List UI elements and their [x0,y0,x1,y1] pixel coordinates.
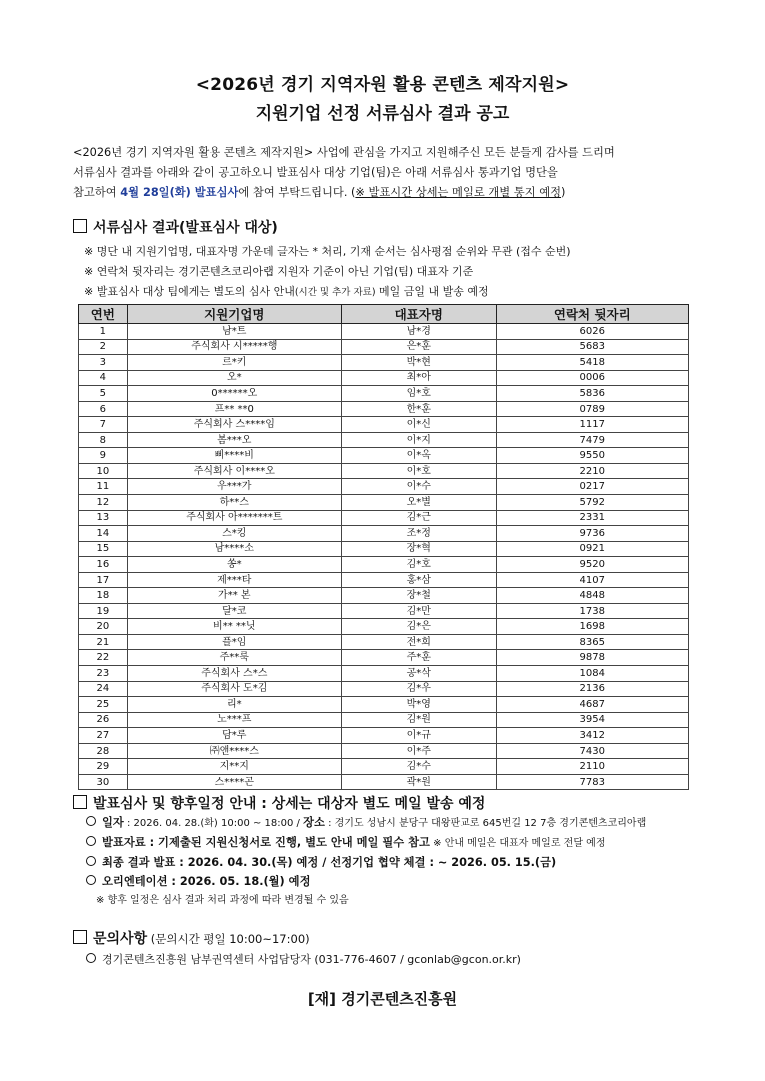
cell-representative: 박*현 [341,355,496,371]
cell-representative: 김*은 [341,619,496,635]
table-row [79,417,689,433]
footer-organization: [재] 경기콘텐츠진흥원 [307,990,458,1008]
table-row [79,324,689,340]
circle-bullet-icon [86,953,96,963]
cell-company: 리* [127,697,341,713]
results-table [78,304,689,790]
cell-phone: 1698 [496,619,688,635]
cell-number: 8 [79,432,128,448]
cell-number: 1 [79,324,128,340]
cell-company: 르*키 [127,355,341,371]
table-row [79,603,689,619]
section1-title-text: 서류심사 결과(발표심사 대상) [93,220,278,236]
cell-phone: 9520 [496,557,688,573]
cell-phone: 8365 [496,634,688,650]
schedule-materials-item [86,834,605,850]
table-body [79,324,689,790]
cell-company: 가** 본 [127,588,341,604]
cell-company: 스****곤 [127,774,341,790]
table-row [79,541,689,557]
section2-title [73,793,485,813]
cell-company: 플*임 [127,634,341,650]
cell-representative: 김*수 [341,759,496,775]
cell-phone: 1084 [496,666,688,682]
table-row [79,495,689,511]
cell-representative: 한*훈 [341,401,496,417]
cell-phone: 3412 [496,728,688,744]
cell-representative: 장*철 [341,588,496,604]
header-company: 지원기업명 [127,305,341,324]
intro-line3-c: ) [561,186,566,199]
cell-phone: 2331 [496,510,688,526]
cell-representative: 김*원 [341,712,496,728]
title-line2: 지원기업 선정 서류심사 결과 공고 [255,104,510,124]
header-representative: 대표자명 [341,305,496,324]
cell-number: 25 [79,697,128,713]
cell-number: 12 [79,495,128,511]
cell-phone: 9878 [496,650,688,666]
cell-company: 남****소 [127,541,341,557]
table-row [79,650,689,666]
contact-item [86,951,521,967]
section3-title-note: (문의시간 평일 10:00~17:00) [147,932,310,946]
cell-number: 10 [79,463,128,479]
intro-highlight: 4월 28일(화) 발표심사 [120,186,239,199]
schedule-final-item [86,854,556,870]
cell-phone: 1117 [496,417,688,433]
cell-number: 19 [79,603,128,619]
header-phone: 연락처 뒷자리 [496,305,688,324]
cell-representative: 주*훈 [341,650,496,666]
table-row [79,666,689,682]
cell-number: 11 [79,479,128,495]
cell-company: 비** **닛 [127,619,341,635]
cell-representative: 이*수 [341,479,496,495]
schedule-date-item [86,814,646,830]
cell-number: 2 [79,339,128,355]
cell-company: 삐****비 [127,448,341,464]
cell-phone: 0789 [496,401,688,417]
cell-phone: 5792 [496,495,688,511]
cell-representative: 이*지 [341,432,496,448]
intro-line2: 서류심사 결과를 아래와 같이 공고하오니 발표심사 대상 기업(팀)은 아래 서류심사 통과기업 명단을 [73,166,558,179]
table-row [79,432,689,448]
cell-company: 제***타 [127,572,341,588]
schedule-change-note: ※ 향후 일정은 심사 결과 처리 과정에 따라 변경될 수 있음 [96,895,349,906]
place-label: 장소 [303,816,325,829]
cell-representative: 김*호 [341,557,496,573]
cell-company: 지**지 [127,759,341,775]
cell-company: 주식회사 아*******트 [127,510,341,526]
checkbox-square-icon [73,795,87,809]
table-row [79,448,689,464]
table-row [79,681,689,697]
intro-line3 [73,183,698,203]
circle-bullet-icon [86,816,96,826]
cell-representative: 공*삭 [341,666,496,682]
cell-representative: 장*혁 [341,541,496,557]
cell-company: 달*코 [127,603,341,619]
cell-phone: 1738 [496,603,688,619]
intro-underline-note: ※ 발표시간 상세는 메일로 개별 통지 예정 [355,186,562,199]
section3-title [73,928,310,948]
cell-representative: 조*정 [341,526,496,542]
cell-company: 프** **0 [127,401,341,417]
cell-representative: 김*만 [341,603,496,619]
section1-note3 [84,283,489,299]
place-value: : 경기도 성남시 분당구 대왕판교로 645번길 12 7층 경기콘텐츠코리아랩 [324,818,647,829]
table-row [79,355,689,371]
section3-title-text: 문의사항 [93,931,148,947]
cell-number: 22 [79,650,128,666]
cell-phone: 5836 [496,386,688,402]
table-row [79,759,689,775]
cell-representative: 이*신 [341,417,496,433]
cell-company: 0******오 [127,386,341,402]
final-text: 최종 결과 발표 : 2026. 04. 30.(목) 예정 / 선정기업 협약 체결 : ~ 2026. 05. 15.(금) [102,856,557,869]
cell-representative: 이*주 [341,743,496,759]
date-label: 일자 [102,816,124,829]
table-row [79,557,689,573]
cell-representative: 곽*원 [341,774,496,790]
section1-title [73,217,278,237]
table-row [79,634,689,650]
table-row [79,572,689,588]
cell-phone: 0921 [496,541,688,557]
circle-bullet-icon [86,875,96,885]
cell-representative: 김*우 [341,681,496,697]
cell-company: 주식회사 시*****행 [127,339,341,355]
circle-bullet-icon [86,836,96,846]
cell-number: 17 [79,572,128,588]
table-row [79,697,689,713]
table-row [79,526,689,542]
cell-phone: 0217 [496,479,688,495]
cell-number: 16 [79,557,128,573]
orientation-text: 오리엔테이션 : 2026. 05. 18.(월) 예정 [102,875,311,888]
cell-number: 30 [79,774,128,790]
intro-paragraph [73,143,698,203]
cell-number: 7 [79,417,128,433]
table-header-row [79,305,689,324]
cell-phone: 7430 [496,743,688,759]
cell-number: 23 [79,666,128,682]
cell-representative: 은*훈 [341,339,496,355]
table-row [79,743,689,759]
cell-company: 쏭* [127,557,341,573]
cell-company: 우***가 [127,479,341,495]
checkbox-square-icon [73,930,87,944]
table-row [79,401,689,417]
table-row [79,386,689,402]
cell-company: 오* [127,370,341,386]
cell-number: 9 [79,448,128,464]
intro-line1: <2026년 경기 지역자원 활용 콘텐츠 제작지원> 사업에 관심을 가지고 지원해주신 모든 분들게 감사를 드리며 [73,146,615,159]
cell-phone: 2210 [496,463,688,479]
cell-number: 13 [79,510,128,526]
contact-text: 경기콘텐츠진흥원 남부권역센터 사업담당자 (031-776-4607 / gconlab@gcon.or.kr) [102,953,521,966]
materials-note: ※ 안내 메일은 대표자 메일로 전달 예정 [429,838,606,849]
cell-phone: 2110 [496,759,688,775]
table-row [79,339,689,355]
checkbox-square-icon [73,219,87,233]
cell-representative: 전*희 [341,634,496,650]
cell-phone: 9550 [496,448,688,464]
cell-number: 6 [79,401,128,417]
cell-company: 주식회사 스*스 [127,666,341,682]
cell-number: 20 [79,619,128,635]
cell-phone: 0006 [496,370,688,386]
table-row [79,774,689,790]
section1-note3-b: 메일 금일 내 발송 예정 [375,285,489,298]
intro-line3-a: 참고하여 [73,186,121,199]
cell-phone: 3954 [496,712,688,728]
cell-number: 29 [79,759,128,775]
cell-company: 봄***오 [127,432,341,448]
date-value: : 2026. 04. 28.(화) 10:00 ~ 18:00 / [123,818,304,829]
cell-number: 28 [79,743,128,759]
cell-phone: 7783 [496,774,688,790]
cell-company: 스*킹 [127,526,341,542]
section1-note2: ※ 연락처 뒷자리는 경기콘텐츠코리아랩 지원자 기준이 아닌 기업(팀) 대표자 기준 [84,265,474,278]
cell-number: 15 [79,541,128,557]
cell-number: 26 [79,712,128,728]
table-row [79,510,689,526]
cell-company: 주식회사 도*김 [127,681,341,697]
cell-phone: 4848 [496,588,688,604]
cell-representative: 이*옥 [341,448,496,464]
cell-phone: 5418 [496,355,688,371]
title-line1: <2026년 경기 지역자원 활용 콘텐츠 제작지원> [195,75,570,95]
cell-phone: 6026 [496,324,688,340]
cell-representative: 이*호 [341,463,496,479]
cell-number: 4 [79,370,128,386]
cell-representative: 김*근 [341,510,496,526]
cell-representative: 최*아 [341,370,496,386]
cell-phone: 4107 [496,572,688,588]
table-row [79,588,689,604]
cell-representative: 남*경 [341,324,496,340]
section2-title-text: 발표심사 및 향후일정 안내 : 상세는 대상자 별도 메일 발송 예정 [93,796,486,812]
cell-number: 18 [79,588,128,604]
cell-company: 주식회사 이****오 [127,463,341,479]
cell-number: 3 [79,355,128,371]
table-row [79,728,689,744]
header-number: 연번 [79,305,128,324]
cell-company: 주**룩 [127,650,341,666]
cell-phone: 5683 [496,339,688,355]
circle-bullet-icon [86,856,96,866]
cell-phone: 7479 [496,432,688,448]
cell-phone: 9736 [496,526,688,542]
cell-number: 27 [79,728,128,744]
cell-company: 남*트 [127,324,341,340]
cell-company: 주식회사 스****임 [127,417,341,433]
cell-company: 노***프 [127,712,341,728]
schedule-orientation-item [86,873,310,889]
table-row [79,463,689,479]
cell-number: 24 [79,681,128,697]
cell-representative: 오*별 [341,495,496,511]
cell-company: 담*루 [127,728,341,744]
table-row [79,712,689,728]
table-row [79,479,689,495]
cell-company: ㈜앤****스 [127,743,341,759]
cell-representative: 임*호 [341,386,496,402]
cell-representative: 박*영 [341,697,496,713]
cell-number: 5 [79,386,128,402]
section1-note3-a: ※ 발표심사 대상 팀에게는 별도의 심사 안내 [84,285,295,298]
cell-number: 14 [79,526,128,542]
section1-note1: ※ 명단 내 지원기업명, 대표자명 가운데 글자는 * 처리, 기재 순서는 심사평점 순위와 무관 (접수 순번) [84,245,571,258]
table-row [79,619,689,635]
cell-company: 하**스 [127,495,341,511]
section1-note3-small: (시간 및 추가 자료) [294,287,376,298]
intro-line3-b: 에 참여 부탁드립니다. ( [238,186,356,199]
cell-number: 21 [79,634,128,650]
cell-representative: 이*규 [341,728,496,744]
table-row [79,370,689,386]
cell-representative: 홍*삼 [341,572,496,588]
materials-text: 발표자료 : 기제출된 지원신청서로 진행, 별도 안내 메일 필수 참고 [102,836,430,849]
cell-phone: 2136 [496,681,688,697]
cell-phone: 4687 [496,697,688,713]
